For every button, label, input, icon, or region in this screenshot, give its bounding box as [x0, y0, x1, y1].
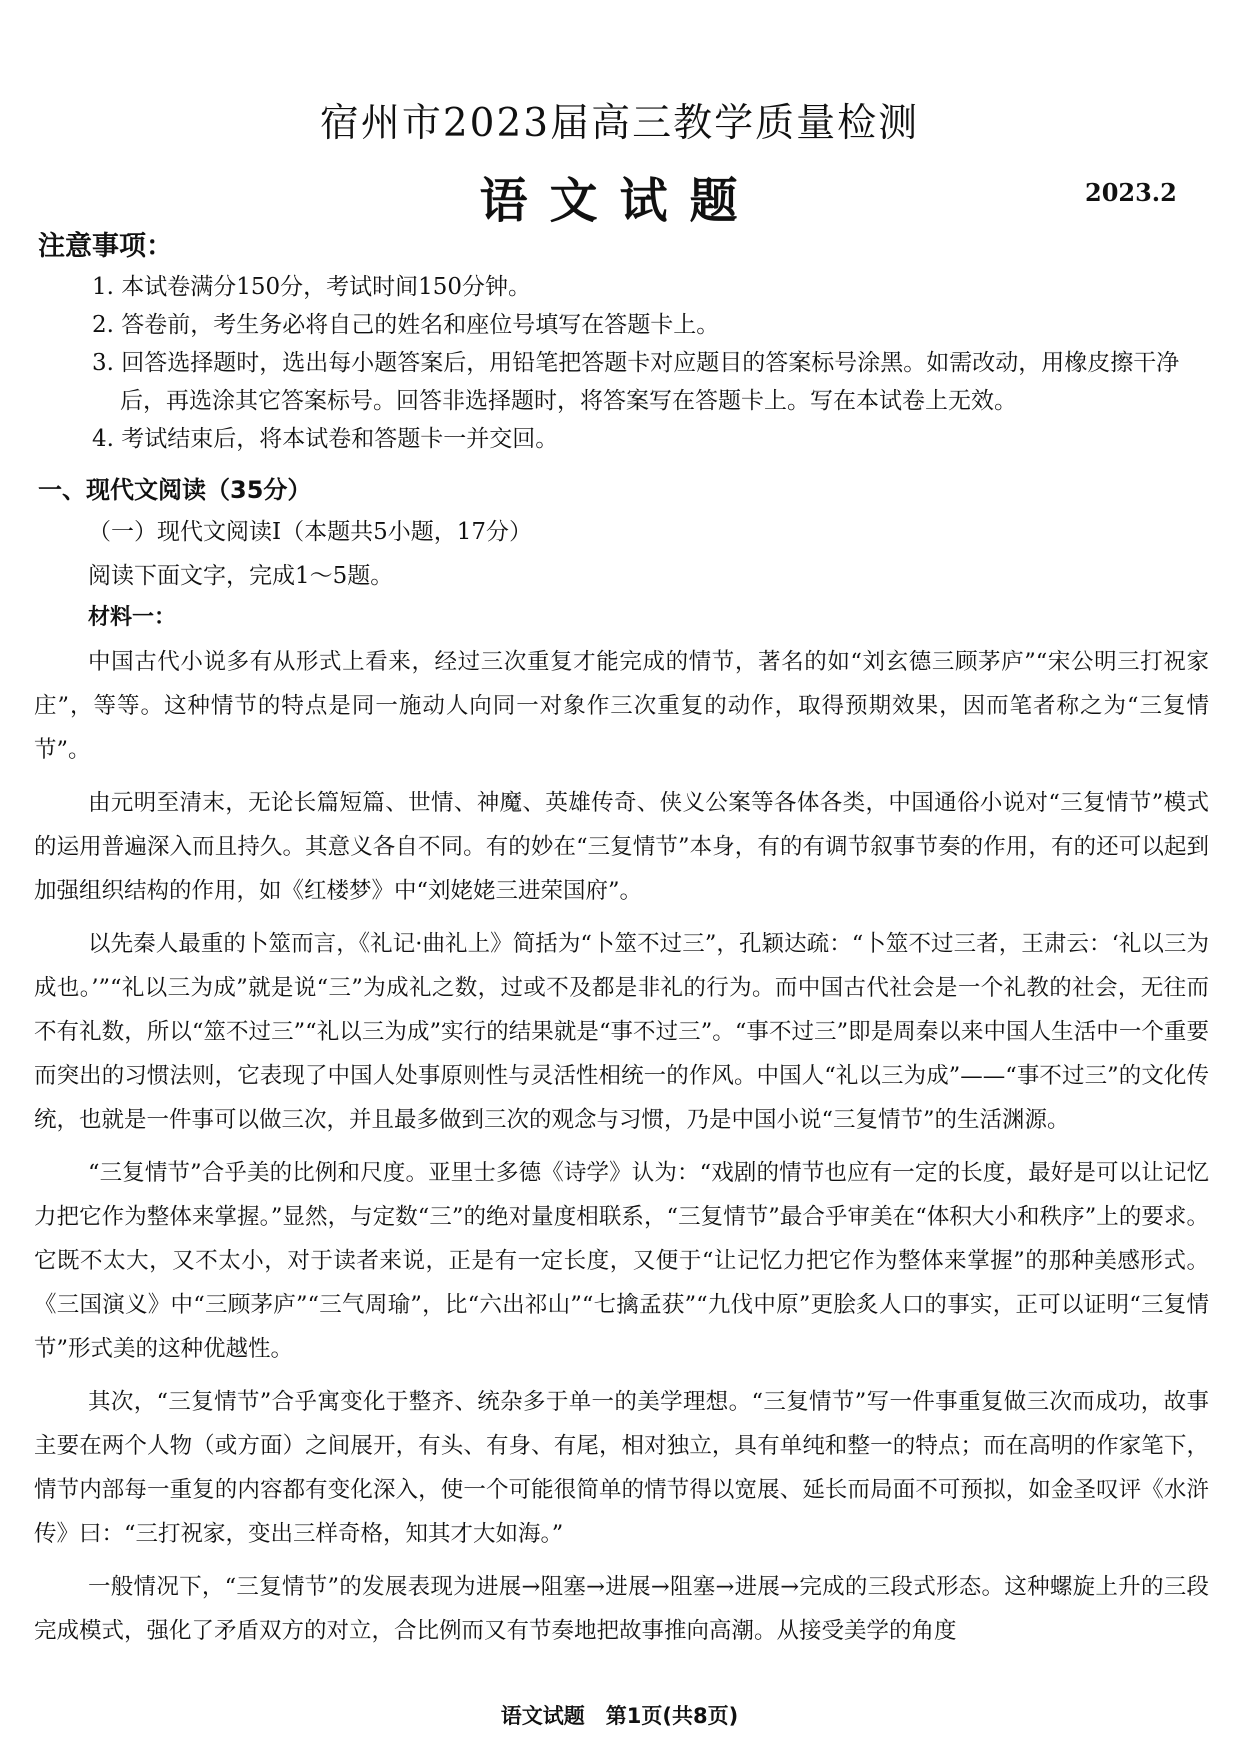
- section-heading: 一、现代文阅读（35分）: [38, 476, 312, 504]
- passage-paragraph: 一般情况下，“三复情节”的发展表现为进展→阻塞→进展→阻塞→进展→完成的三段式形态。这种螺旋上升的三段完成模式，强化了矛盾双方的对立，合比例而又有节奏地把故事推向高潮。从接受美学的角度: [34, 1574, 1209, 1644]
- reading-passage: [34, 640, 1209, 1662]
- notes-heading: 注意事项：: [38, 231, 173, 262]
- sub-section-heading: （一）现代文阅读Ⅰ（本题共5小题，17分）: [88, 519, 532, 545]
- note-item: 4. 考试结束后，将本试卷和答题卡一并交回。: [92, 426, 559, 452]
- passage-paragraph: 以先秦人最重的卜筮而言，《礼记·曲礼上》简括为“卜筮不过三”，孔颖达疏：“卜筮不过三者，王肃云：‘礼以三为成也。’”“礼以三为成”就是说“三”为成礼之数，过或不及都是非礼的行为。而中国古代社会是一个礼教的社会，无往而不有礼数，所以“筮不过三”“礼以三为成”实行的结果就是“事不过三”。“事不过三”即是周秦以来中国人生活中一个重要而突出的习惯法则，它表现了中国人处事原则性与灵活性相统一的作风。中国人“礼以三为成”——“事不过三”的文化传统，也就是一件事可以做三次，并且最多做到三次的观念与习惯，乃是中国小说“三复情节”的生活渊源。: [34, 931, 1209, 1133]
- notes-list: [92, 268, 1212, 458]
- passage-paragraph: 其次，“三复情节”合乎寓变化于整齐、统杂多于单一的美学理想。“三复情节”写一件事重复做三次而成功，故事主要在两个人物（或方面）之间展开，有头、有身、有尾，相对独立，具有单纯和整一的特点；而在高明的作家笔下，情节内部每一重复的内容都有变化深入，使一个可能很简单的情节得以宽展、延长而局面不可预拟，如金圣叹评《水浒传》曰：“三打祝家，变出三样奇格，知其才大如海。”: [34, 1389, 1209, 1547]
- passage-paragraph: 中国古代小说多有从形式上看来，经过三次重复才能完成的情节，著名的如“刘玄德三顾茅庐”“宋公明三打祝家庄”，等等。这种情节的特点是同一施动人向同一对象作三次重复的动作，取得预期效果，因而笔者称之为“三复情节”。: [34, 649, 1209, 763]
- note-item: 2. 答卷前，考生务必将自己的姓名和座位号填写在答题卡上。: [92, 312, 720, 338]
- passage-paragraph: 由元明至清末，无论长篇短篇、世情、神魔、英雄传奇、侠义公案等各体各类，中国通俗小说对“三复情节”模式的运用普遍深入而且持久。其意义各自不同。有的妙在“三复情节”本身，有的有调节叙事节奏的作用，有的还可以起到加强组织结构的作用，如《红楼梦》中“刘姥姥三进荣国府”。: [34, 790, 1209, 904]
- subject-title: 语文试题: [479, 173, 760, 229]
- exam-title: 宿州市2023届高三教学质量检测: [319, 101, 920, 146]
- note-item: 1. 本试卷满分150分，考试时间150分钟。: [92, 274, 532, 300]
- page-footer: 语文试题 第1页(共8页): [500, 1704, 739, 1728]
- material-label: 材料一：: [88, 605, 177, 630]
- reading-instruction: 阅读下面文字，完成1～5题。: [88, 563, 394, 589]
- passage-paragraph: “三复情节”合乎美的比例和尺度。亚里士多德《诗学》认为：“戏剧的情节也应有一定的长度，最好是可以让记忆力把它作为整体来掌握。”显然，与定数“三”的绝对量度相联系，“三复情节”最合乎审美在“体积大小和秩序”上的要求。它既不太大，又不太小，对于读者来说，正是有一定长度，又便于“让记忆力把它作为整体来掌握”的那种美感形式。《三国演义》中“三顾茅庐”“三气周瑜”，比“六出祁山”“七擒孟获”“九伐中原”更脍炙人口的事实，正可以证明“三复情节”形式美的这种优越性。: [34, 1160, 1209, 1362]
- note-item: 3. 回答选择题时，选出每小题答案后，用铅笔把答题卡对应题目的答案标号涂黑。如需改动，用橡皮擦干净后，再选涂其它答案标号。回答非选择题时，将答案写在答题卡上。写在本试卷上无效。: [92, 350, 1180, 414]
- exam-date: 2023.2: [1085, 178, 1177, 207]
